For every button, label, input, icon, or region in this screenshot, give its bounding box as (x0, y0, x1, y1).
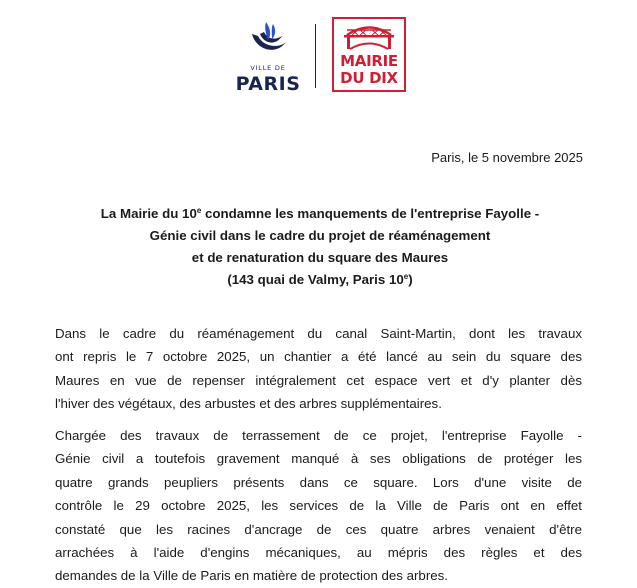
paragraph-line: Génie civil a toutefois gravement manqué à ses obligations de protéger les (55, 451, 582, 467)
paragraph-line: demandes de la Ville de Paris en matière de protection des arbres. (55, 568, 448, 584)
mairie-du-dix-logo (332, 17, 406, 92)
paris-text: PARIS (235, 73, 301, 95)
paragraph-line: Dans le cadre du réaménagement du canal Saint-Martin, dont les travaux (55, 326, 582, 341)
title-line-1-end: condamne les manquements de l'entreprise Fayolle - (201, 206, 540, 221)
title-line-4-end: ) (408, 272, 413, 287)
paragraph-line: l'hiver des végétaux, des arbustes et des arbres supplémentaires. (55, 396, 442, 412)
title-line-1 (40, 203, 600, 225)
title-line-4-start: (143 quai de Valmy, Paris 10 (227, 272, 404, 287)
title-line-1-start: La Mairie du 10 (100, 206, 197, 221)
title-line-4-sup: e (403, 272, 409, 281)
press-release-date: Paris, le 5 novembre 2025 (431, 150, 583, 165)
title-line-1-sup: e (196, 206, 202, 215)
paragraph-1 (55, 322, 582, 416)
du-dix-text: DU DIX (340, 69, 398, 87)
paris-ship-icon (246, 20, 290, 62)
ville-de-paris-logo (234, 20, 302, 95)
paragraph-line: ont repris le 7 octobre 2025, un chantier a été lancé au sein du square des (55, 349, 582, 365)
header-logos (0, 0, 637, 110)
paragraph-line: Maures en vue de repenser intégralement cet espace vert et d'y planter dès (55, 372, 582, 388)
paragraph-2 (55, 424, 582, 588)
title-line-3: et de renaturation du square des Maures (191, 250, 449, 265)
paragraph-line: contrôle le 29 octobre 2025, les services de la Ville de Paris ont en effet (55, 498, 582, 514)
title-line-2: Génie civil dans le cadre du projet de réaménagement (149, 228, 491, 243)
paragraph-line: quatre grands peupliers présents dans ce square. Lors d'une visite de (55, 474, 582, 490)
paragraph-line: arrachées à l'aide d'engins mécaniques, au mépris des règles et des (55, 545, 582, 561)
paragraph-line: Chargée des travaux de terrassement de ce projet, l'entreprise Fayolle - (55, 428, 582, 443)
paragraph-line: constaté que les racines d'ancrage de ces quatre arbres venaient d'être (55, 521, 582, 537)
title-line-4 (40, 269, 600, 291)
ville-de-text: VILLE DE (250, 64, 286, 72)
logo-divider (315, 24, 316, 88)
mairie-text: MAIRIE (340, 52, 398, 70)
press-release-title (40, 203, 600, 291)
bridge-icon (340, 24, 398, 52)
